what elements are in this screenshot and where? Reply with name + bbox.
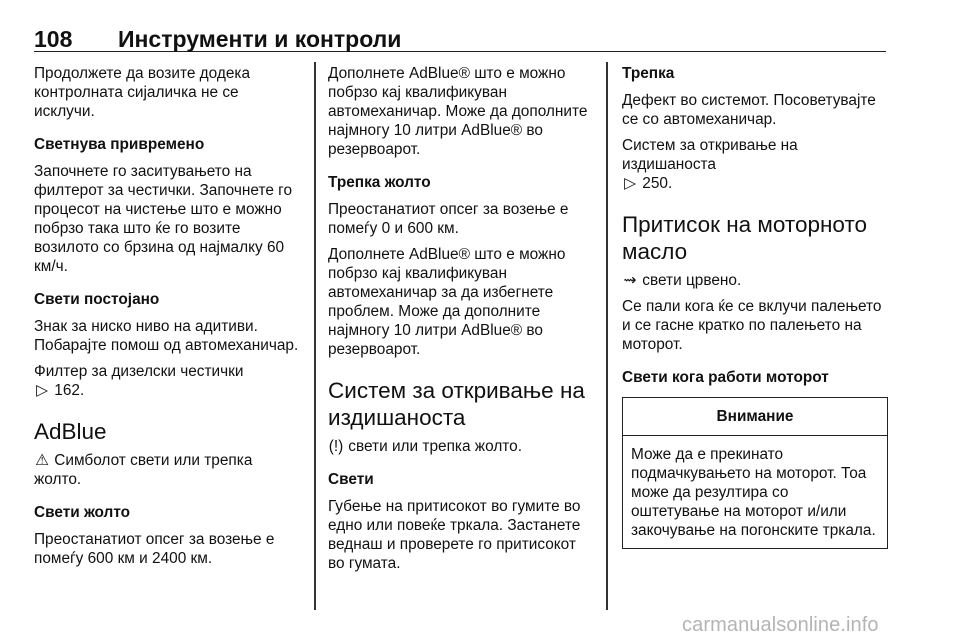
column-divider: [606, 62, 608, 610]
adblue-icon: ⚠: [35, 452, 49, 469]
reference-arrow-icon: ▷: [624, 175, 636, 192]
reference-page[interactable]: 250.: [642, 175, 673, 192]
paragraph-fault: Дефект во системот. Посоветувајте се со автомеханичар.: [622, 92, 876, 128]
paragraph-refill: Дополнете AdBlue® што е можно побрзо кај квалификуван автомеханичар. Може да дополните најмногу 10 литри AdBlue® во резервоарот.: [328, 65, 588, 158]
reference-page[interactable]: 162.: [54, 382, 85, 399]
oil-can-icon: ⇝: [623, 272, 637, 289]
paragraph-pressure-loss: Губење на притисокот во гумите во едно или повеќе тркала. Застанете веднаш и проверете го притисокот во гумата.: [328, 498, 581, 572]
reference-diesel-filter: [34, 362, 302, 400]
paragraph-oil-ignition: Се пали кога ќе се вклучи палењето и се гасне кратко по палењето на моторот.: [622, 298, 882, 353]
section-title-adblue: AdBlue: [34, 419, 107, 444]
watermark: carmanualsonline.info: [682, 614, 879, 636]
warning-box: [622, 397, 888, 549]
paragraph-adblue: ⚠ Симболот свети или трепка жолто.: [34, 452, 253, 488]
heading-blink: Трепка: [622, 65, 675, 82]
heading-on: Свети: [328, 471, 374, 488]
warning-body: [623, 436, 887, 548]
reference-text: Филтер за дизелски честички: [34, 363, 244, 380]
tpms-icon: (!): [328, 438, 344, 455]
intro-paragraph: Продолжете да возите додека контролната сијаличка не се исклучи.: [34, 65, 251, 120]
chapter-title: Инструменти и контроли: [118, 26, 402, 52]
paragraph-tpms: (!) свети или трепка жолто.: [328, 438, 523, 455]
page-header: [34, 22, 886, 52]
warning-title: Внимание: [623, 398, 887, 436]
paragraph-yellow: Преостанатиот опсег за возење е помеѓу 600 км и 2400 км.: [34, 531, 275, 567]
column-divider: [314, 62, 316, 610]
paragraph-blink-range: Преостанатиот опсег за возење е помеѓу 0 и 600 км.: [328, 201, 569, 237]
reference-tpms: [622, 136, 888, 193]
page-number: 108: [34, 26, 73, 52]
reference-text: Систем за откривање на издишаноста: [622, 137, 798, 173]
heading-blink-yellow: Трепка жолто: [328, 174, 431, 191]
column-right: [622, 64, 888, 549]
warning-text: Може да е прекинато подмачкувањето на моторот. Тоа може да резултира со оштетување на моторот и/или закочување на погонските тркала.: [631, 446, 876, 539]
heading-yellow: Свети жолто: [34, 504, 131, 521]
heading-constant: Свети постојано: [34, 291, 160, 308]
paragraph-oil: ⇝ свети црвено.: [623, 272, 742, 289]
paragraph-blink-refill: Дополнете AdBlue® што е можно побрзо кај квалификуван автомеханичар за да избегнете проблем. Може да дополните најмногу 10 литри AdBlue® во резервоарот.: [328, 246, 566, 358]
heading-running: Свети кога работи моторот: [622, 369, 829, 386]
heading-temporary: Светнува привремено: [34, 136, 205, 153]
paragraph-constant: Знак за ниско ниво на адитиви. Побарајте помош од автомеханичар.: [34, 318, 299, 354]
column-middle: [328, 64, 596, 580]
column-left: [34, 64, 302, 575]
section-title-tpms: Систем за откривање на издишаноста: [328, 378, 585, 430]
section-title-oil-pressure: Притисок на моторното масло: [622, 212, 868, 264]
reference-arrow-icon: ▷: [36, 382, 48, 399]
paragraph-temporary: Започнете го заситувањето на филтерот за честички. Започнете го процесот на чистење што е можно побрзо така што ќе го возите возилото со брзина од најмалку 60 км/ч.: [34, 163, 293, 275]
